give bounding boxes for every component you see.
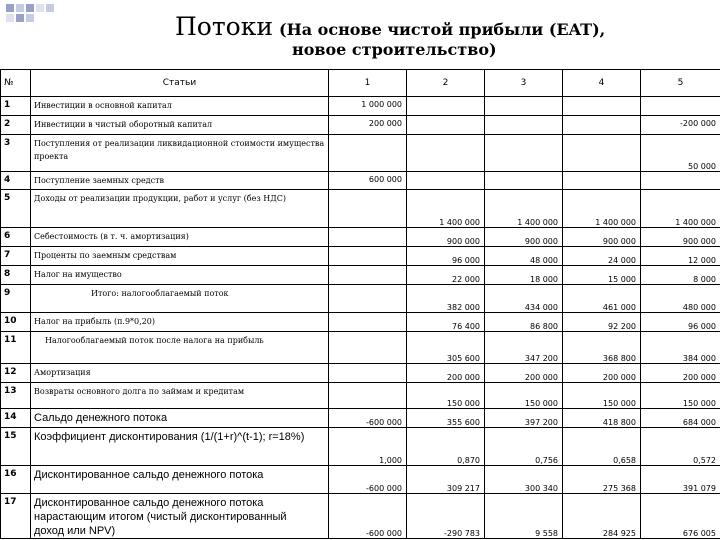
value-cell: -200 000 [641, 116, 720, 135]
value-cell: 461 000 [563, 285, 641, 313]
table-row [1, 247, 720, 266]
row-label: Поступление заемных средств [31, 172, 329, 190]
value-cell [485, 172, 563, 190]
header-cell: Статьи [31, 70, 329, 97]
value-cell: 50 000 [641, 135, 720, 172]
value-cell [641, 97, 720, 116]
value-cell: 150 000 [407, 383, 485, 409]
row-label: Возвраты основного долга по займам и кредитам [31, 383, 329, 409]
value-cell: 1 000 000 [329, 97, 407, 116]
header-row [1, 70, 720, 97]
value-cell: 200 000 [563, 364, 641, 383]
value-cell [407, 97, 485, 116]
value-cell [407, 116, 485, 135]
header-cell: 1 [329, 70, 407, 97]
value-cell: 1 400 000 [563, 190, 641, 228]
value-cell: 284 925 [563, 494, 641, 539]
table-row [1, 135, 720, 172]
value-cell [563, 172, 641, 190]
value-cell [563, 135, 641, 172]
value-cell: 48 000 [485, 247, 563, 266]
value-cell [407, 135, 485, 172]
row-number: 6 [1, 228, 31, 247]
row-label: Дисконтированное сальдо денежного потока нарастающим итогом (чистый дисконтированный доход или NPV) [31, 494, 329, 539]
value-cell [329, 228, 407, 247]
value-cell: 418 800 [563, 409, 641, 428]
value-cell: 355 600 [407, 409, 485, 428]
value-cell: 600 000 [329, 172, 407, 190]
table-row [1, 97, 720, 116]
value-cell: 200 000 [641, 364, 720, 383]
title-subtitle-1: (На основе чистой прибыли (EAT), [279, 20, 606, 39]
value-cell: 480 000 [641, 285, 720, 313]
row-number: 7 [1, 247, 31, 266]
value-cell [329, 332, 407, 364]
value-cell: -600 000 [329, 494, 407, 539]
table-row [1, 494, 720, 539]
value-cell: 368 800 [563, 332, 641, 364]
header-cell: № [1, 70, 31, 97]
value-cell: 900 000 [641, 228, 720, 247]
table-row [1, 228, 720, 247]
value-cell: 8 000 [641, 266, 720, 285]
row-label: Дисконтированное сальдо денежного потока [31, 466, 329, 494]
row-label: Поступления от реализации ликвидационной стоимости имущества проекта [31, 135, 329, 172]
value-cell: 150 000 [485, 383, 563, 409]
row-label: Налог на имущество [31, 266, 329, 285]
value-cell: 900 000 [563, 228, 641, 247]
row-number: 14 [1, 409, 31, 428]
value-cell [485, 97, 563, 116]
value-cell: 347 200 [485, 332, 563, 364]
table-row [1, 332, 720, 364]
value-cell: 96 000 [407, 247, 485, 266]
row-number: 2 [1, 116, 31, 135]
row-label: Себестоимость (в т. ч. амортизация) [31, 228, 329, 247]
value-cell: 305 600 [407, 332, 485, 364]
title-main: Потоки [175, 12, 274, 41]
value-cell [485, 116, 563, 135]
value-cell: 391 079 [641, 466, 720, 494]
row-number: 1 [1, 97, 31, 116]
value-cell: 275 368 [563, 466, 641, 494]
value-cell: 9 558 [485, 494, 563, 539]
value-cell: 0,658 [563, 428, 641, 466]
value-cell: 22 000 [407, 266, 485, 285]
value-cell [329, 285, 407, 313]
value-cell [329, 383, 407, 409]
value-cell [329, 135, 407, 172]
value-cell: 96 000 [641, 313, 720, 332]
row-number: 3 [1, 135, 31, 172]
row-label: Инвестиции в основной капитал [31, 97, 329, 116]
header-cell: 3 [485, 70, 563, 97]
value-cell: -290 783 [407, 494, 485, 539]
table-row [1, 266, 720, 285]
row-number: 16 [1, 466, 31, 494]
value-cell: 0,870 [407, 428, 485, 466]
value-cell [641, 172, 720, 190]
row-label: Доходы от реализации продукции, работ и услуг (без НДС) [31, 190, 329, 228]
value-cell: 309 217 [407, 466, 485, 494]
row-number: 11 [1, 332, 31, 364]
row-number: 10 [1, 313, 31, 332]
value-cell [329, 247, 407, 266]
value-cell: 1,000 [329, 428, 407, 466]
table-row [1, 116, 720, 135]
page-title [0, 8, 720, 68]
value-cell [563, 97, 641, 116]
table-row [1, 285, 720, 313]
value-cell: 150 000 [563, 383, 641, 409]
row-label: Налогооблагаемый поток после налога на прибыль [31, 332, 329, 364]
table-row [1, 428, 720, 466]
row-number: 12 [1, 364, 31, 383]
row-label: Сальдо денежного потока [31, 409, 329, 428]
value-cell: 0,756 [485, 428, 563, 466]
value-cell [563, 116, 641, 135]
table-row [1, 409, 720, 428]
value-cell: 1 400 000 [485, 190, 563, 228]
value-cell: 18 000 [485, 266, 563, 285]
table-row [1, 313, 720, 332]
value-cell: 676 005 [641, 494, 720, 539]
value-cell: 0,572 [641, 428, 720, 466]
value-cell: 150 000 [641, 383, 720, 409]
value-cell: 12 000 [641, 247, 720, 266]
row-label: Итого: налогооблагаемый поток [31, 285, 329, 313]
value-cell: 200 000 [407, 364, 485, 383]
value-cell: 434 000 [485, 285, 563, 313]
value-cell: 24 000 [563, 247, 641, 266]
value-cell [407, 172, 485, 190]
value-cell: 1 400 000 [641, 190, 720, 228]
value-cell: 92 200 [563, 313, 641, 332]
table-row [1, 364, 720, 383]
header-cell: 5 [641, 70, 720, 97]
value-cell: -600 000 [329, 409, 407, 428]
value-cell [329, 266, 407, 285]
title-subtitle-2: новое строительство) [292, 40, 497, 59]
value-cell: 76 400 [407, 313, 485, 332]
row-number: 4 [1, 172, 31, 190]
value-cell: 15 000 [563, 266, 641, 285]
row-label: Инвестиции в чистый оборотный капитал [31, 116, 329, 135]
value-cell [329, 364, 407, 383]
row-label: Коэффициент дисконтирования (1/(1+r)^(t-1); r=18%) [31, 428, 329, 466]
row-number: 5 [1, 190, 31, 228]
table-row [1, 466, 720, 494]
row-number: 15 [1, 428, 31, 466]
value-cell [485, 135, 563, 172]
value-cell: 382 000 [407, 285, 485, 313]
row-number: 17 [1, 494, 31, 539]
value-cell [329, 190, 407, 228]
row-label: Налог на прибыль (п.9*0,20) [31, 313, 329, 332]
table-row [1, 172, 720, 190]
value-cell: 200 000 [329, 116, 407, 135]
value-cell: 300 340 [485, 466, 563, 494]
header-cell: 4 [563, 70, 641, 97]
row-number: 13 [1, 383, 31, 409]
value-cell [329, 313, 407, 332]
row-number: 9 [1, 285, 31, 313]
table-row [1, 383, 720, 409]
value-cell: 1 400 000 [407, 190, 485, 228]
value-cell: -600 000 [329, 466, 407, 494]
value-cell: 397 200 [485, 409, 563, 428]
value-cell: 384 000 [641, 332, 720, 364]
row-label: Проценты по заемным средствам [31, 247, 329, 266]
value-cell: 684 000 [641, 409, 720, 428]
header-cell: 2 [407, 70, 485, 97]
cash-flow-table [0, 69, 720, 539]
value-cell: 200 000 [485, 364, 563, 383]
row-number: 8 [1, 266, 31, 285]
row-label: Амортизация [31, 364, 329, 383]
value-cell: 900 000 [407, 228, 485, 247]
value-cell: 86 800 [485, 313, 563, 332]
table-row [1, 190, 720, 228]
value-cell: 900 000 [485, 228, 563, 247]
